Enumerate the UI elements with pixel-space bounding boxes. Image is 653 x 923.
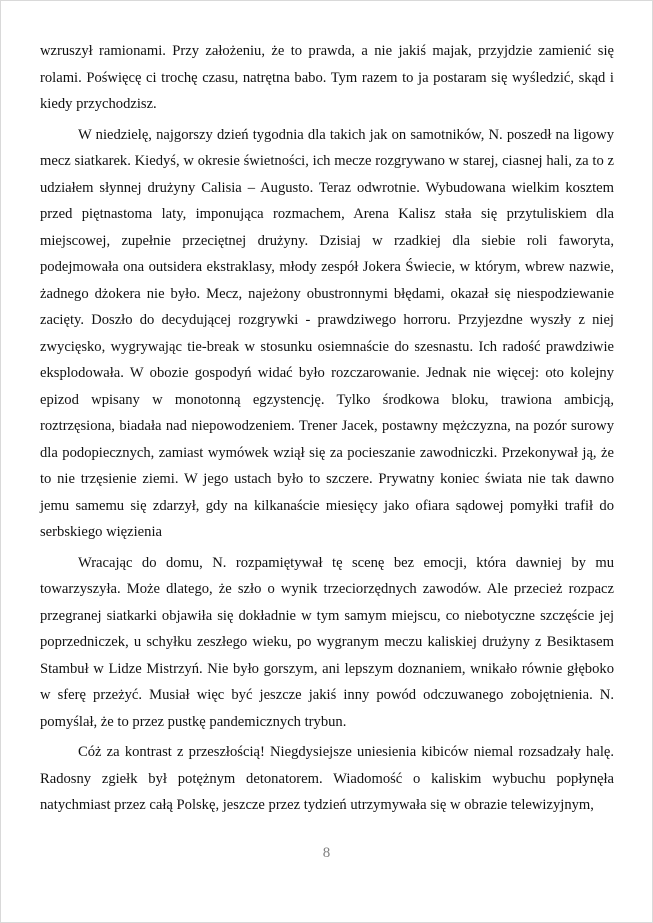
paragraph-4: Cóż za kontrast z przeszłością! Niegdysiejsze uniesienia kibiców niemal rozsadzały halę. Radosny zgiełk był potężnym detonatorem. Wiadomość o kaliskim wybuchu popłynęła natychmiast przez całą Polskę, jeszcze przez tydzień utrzymywała się w obrazie telewizyjnym, (40, 744, 614, 813)
page-number: 8 (322, 845, 331, 861)
paragraph-3: Wracając do domu, N. rozpamiętywał tę scenę bez emocji, która dawniej by mu towarzyszyła. Może dlatego, że szło o wynik trzeciorzędnych zawodów. Ale przecież rozpacz przegranej siatkarki objawiła się dokładnie w tym samym miejscu, co niebotyczne szczęście jej poprzedniczek, u schyłku zeszłego wieku, po wygranym meczu kaliskiej drużyny z Besiktasem Stambuł w Lidze Mistrzyń. Nie było gorszym, ani lepszym doznaniem, wnikało równie głęboko w sferę przeżyć. Musiał więc być jeszcze jakiś inny powód odczuwanego zobojętnienia. N. pomyślał, że to przez pustkę pandemicznych trybun. (40, 554, 614, 730)
paragraph-2: W niedzielę, najgorszy dzień tygodnia dla takich jak on samotników, N. poszedł na ligowy mecz siatkarek. Kiedyś, w okresie świetności, ich mecze rozgrywano w starej, ciasnej hali, za to z udziałem słynnej drużyny Calisia – Augusto. Teraz odwrotnie. Wybudowana wielkim kosztem przed piętnastoma laty, imponująca rozmachem, Arena Kalisz stała się przytuliskiem dla miejscowej, zupełnie przeciętnej drużyny. Dzisiaj w rzadkiej dla siebie roli faworyta, podejmowała ona outsidera ekstraklasy, młody zespół Jokera Świecie, w którym, wbrew nazwie, żadnego dżokera nie było. Mecz, najeżony obustronnymi błędami, okazał się niespodziewanie zacięty. Doszło do decydującej rozgrywki - prawdziwego horroru. Przyjezdne wyszły z niej zwycięsko, wygrywając tie-break w stosunku osiemnaście do szesnastu. Ich radość prawdziwie eksplodowała. W obozie gospodyń widać było rozczarowanie. Jednak nie więcej: oto kolejny epizod wpisany w monotonną egzystencję. Tylko środkowa bloku, trawiona ambicją, roztrzęsiona, biadała nad niepowodzeniem. Trener Jacek, postawny mężczyzna, na pozór surowy dla podopiecznych, zamiast wymówek wziął się za pocieszanie zawodniczki. Przekonywał ją, że to nie trzęsienie ziemi. W jego ustach było to szczere. Prywatny koniec świata nie tak dawno jemu samemu się zdarzył, gdy na kilkanaście miesięcy jako ofiara sądowej pomyłki trafił do serbskiego więzienia (40, 126, 614, 540)
page-body-text (40, 38, 614, 819)
paragraph-1: wzruszył ramionami. Przy założeniu, że to prawda, a nie jakiś majak, przyjdzie zamienić się rolami. Poświęcę ci trochę czasu, natrętna babo. Tym razem to ja postaram się wyśledzić, skąd i kiedy przychodzisz. (40, 43, 614, 112)
